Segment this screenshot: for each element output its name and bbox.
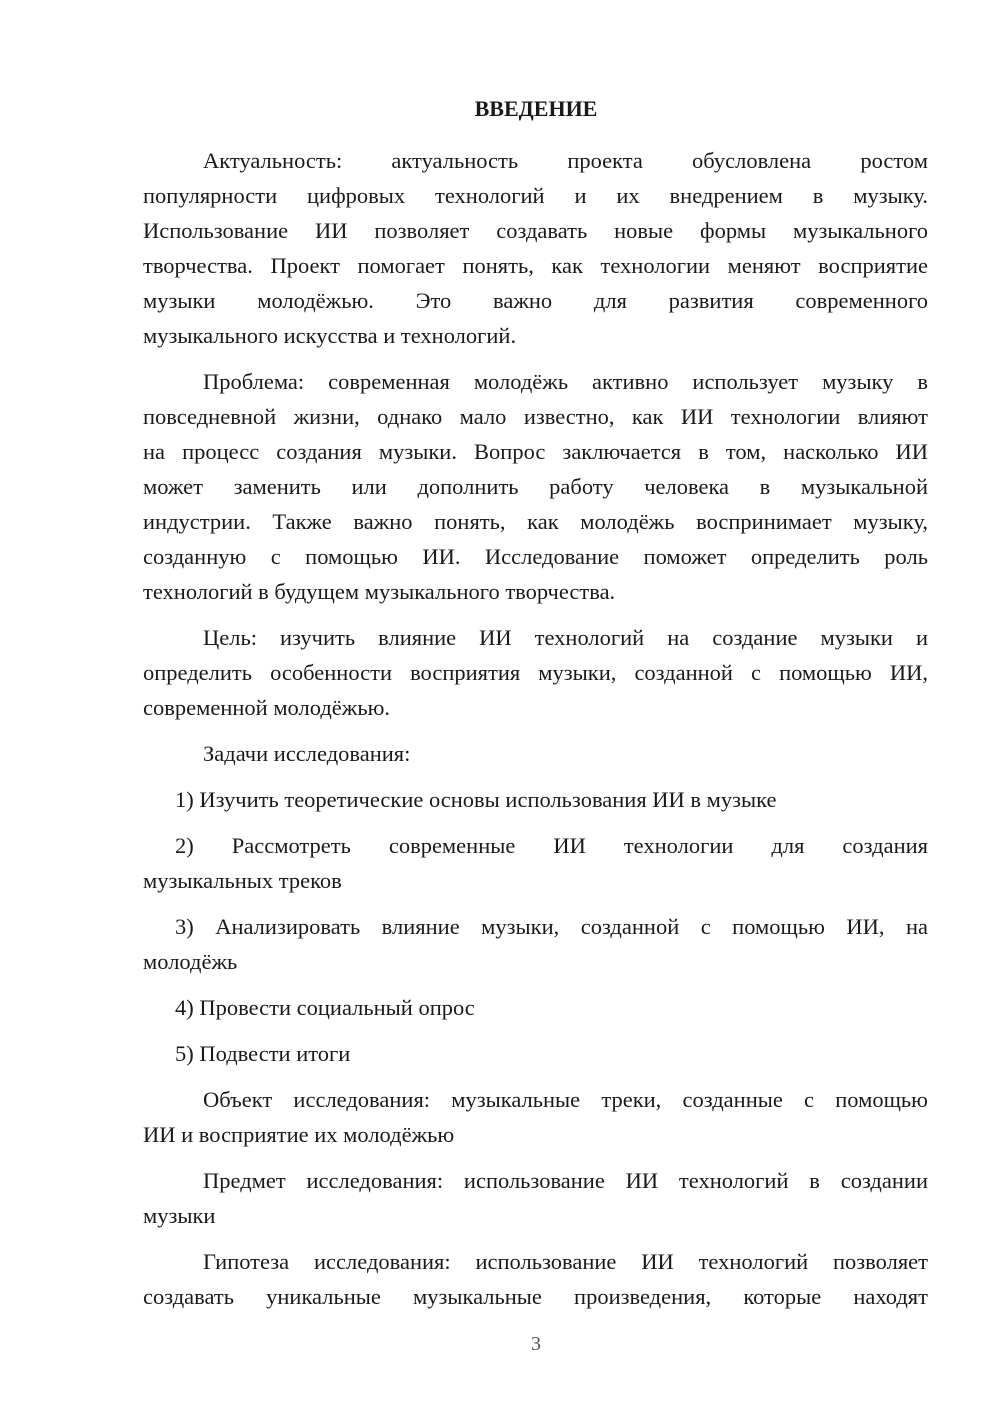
text-line: Цель: изучить влияние ИИ технологий на создание музыки и (203, 625, 928, 650)
paragraph (143, 1244, 928, 1314)
task-list-item (143, 828, 928, 898)
text-line: 2) Рассмотреть современные ИИ технологии для создания (175, 833, 928, 858)
section-title: ВВЕДЕНИЕ (474, 96, 598, 121)
paragraph (143, 736, 928, 771)
text-line: Использование ИИ позволяет создавать новые формы музыкального (143, 218, 928, 243)
text-line: музыкального искусства и технологий. (143, 323, 517, 348)
document-body (143, 143, 928, 1325)
text-line: музыки (143, 1203, 216, 1228)
text-line: Гипотеза исследования: использование ИИ технологий позволяет (203, 1249, 928, 1274)
text-line: 4) Провести социальный опрос (175, 995, 475, 1020)
text-line: создавать уникальные музыкальные произведения, которые находят (143, 1284, 928, 1309)
text-line: творчества. Проект помогает понять, как технологии меняют восприятие (143, 253, 928, 278)
paragraph (143, 364, 928, 609)
text-line: ИИ и восприятие их молодёжью (143, 1122, 455, 1147)
text-line: Проблема: современная молодёжь активно использует музыку в (203, 369, 928, 394)
text-line: технологий в будущем музыкального творчества. (143, 579, 616, 604)
task-list-item (143, 909, 928, 979)
text-line: 3) Анализировать влияние музыки, созданной с помощью ИИ, на (175, 914, 928, 939)
text-line: 5) Подвести итоги (175, 1041, 351, 1066)
text-line: Задачи исследования: (203, 741, 411, 766)
task-list-item (143, 1036, 928, 1071)
paragraph (143, 1163, 928, 1233)
paragraph (143, 143, 928, 353)
task-list-item (143, 990, 928, 1025)
page-number: 3 (531, 1333, 541, 1355)
paragraph (143, 1082, 928, 1152)
text-line: на процесс создания музыки. Вопрос заключается в том, насколько ИИ (143, 439, 928, 464)
text-line: 1) Изучить теоретические основы использования ИИ в музыке (175, 787, 777, 812)
paragraph (143, 620, 928, 725)
text-line: Предмет исследования: использование ИИ технологий в создании (203, 1168, 928, 1193)
text-line: популярности цифровых технологий и их внедрением в музыку. (143, 183, 928, 208)
text-line: может заменить или дополнить работу человека в музыкальной (143, 474, 928, 499)
text-line: Объект исследования: музыкальные треки, созданные с помощью (203, 1087, 928, 1112)
text-line: музыкальных треков (143, 868, 342, 893)
text-line: определить особенности восприятия музыки, созданной с помощью ИИ, (143, 660, 928, 685)
text-line: созданную с помощью ИИ. Исследование поможет определить роль (143, 544, 928, 569)
text-line: музыки молодёжью. Это важно для развития современного (143, 288, 928, 313)
text-line: индустрии. Также важно понять, как молодёжь воспринимает музыку, (143, 509, 928, 534)
text-line: современной молодёжью. (143, 695, 391, 720)
text-line: повседневной жизни, однако мало известно, как ИИ технологии влияют (143, 404, 928, 429)
task-list-item (143, 782, 928, 817)
text-line: Актуальность: актуальность проекта обусловлена ростом (203, 148, 928, 173)
text-line: молодёжь (143, 949, 238, 974)
